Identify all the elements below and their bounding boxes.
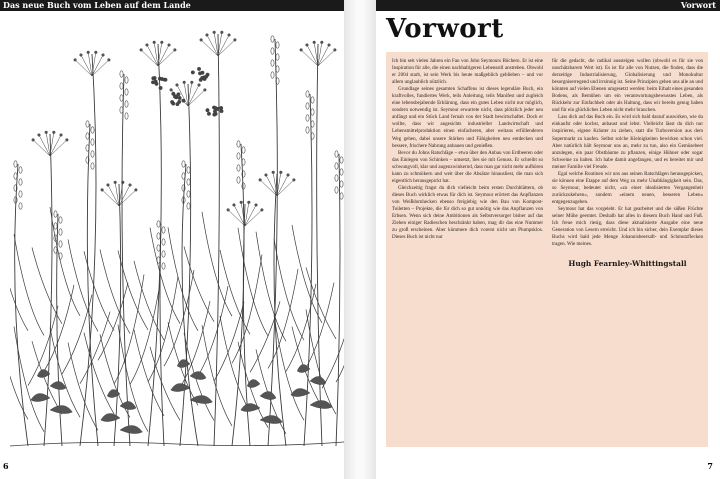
- seed-head: [237, 165, 240, 171]
- paragraph: für die gedacht, die radikal aussteigen wollen (obwohl es für sie von unschätzbarem Wert ist). Es ist für alle von Nutzen, die finden, dass die derzeitige Industrialisierung, Globalisierung und Monokultur besorgniserregend und irrsinnig ist. Seine Prinzipien gehen uns alle an und könnten auf vielen Ebenen umgesetzt werden: beim Erhalt eines gesunden Bodens, als Bemühen um ein verantwortungsbewusstes Leben, als Rückkehr zur Einfachheit oder als Haltung, dass wir bereits genug haben und für ein glückliches Leben nicht mehr brauchen.: [552, 58, 703, 114]
- seed-dot: [328, 44, 331, 47]
- seed-dot: [102, 54, 105, 57]
- seed-head: [306, 115, 309, 121]
- seed-dot: [300, 48, 303, 51]
- seed-dot: [107, 184, 110, 187]
- seed-dot: [206, 34, 209, 37]
- seed-head: [120, 71, 123, 77]
- grass-blade: [150, 347, 180, 421]
- book-gutter: [344, 0, 376, 479]
- seed-dot: [213, 31, 216, 34]
- ground-line: [10, 442, 344, 446]
- grass-stem: [15, 164, 28, 446]
- seed-head: [311, 121, 314, 127]
- seed-dot: [279, 171, 282, 174]
- grass-blade: [256, 232, 286, 342]
- seed-dot: [146, 44, 149, 47]
- grass-stem: [274, 174, 286, 446]
- leaf: [177, 359, 190, 367]
- seed-dot: [80, 54, 83, 57]
- panicle-branch: [245, 210, 262, 226]
- flower-cluster: [207, 112, 211, 116]
- grass-blade: [32, 248, 62, 324]
- panicle-branch: [102, 190, 119, 206]
- seed-dot: [203, 88, 206, 91]
- seed-dot: [228, 34, 231, 37]
- seed-head: [14, 173, 17, 179]
- grass-blade: [10, 240, 28, 330]
- flower-cluster: [177, 93, 181, 97]
- seed-head: [271, 48, 274, 54]
- panicle-branch: [92, 60, 109, 76]
- seed-head: [306, 103, 309, 109]
- panicle-branch: [218, 40, 235, 56]
- flower-cluster: [154, 80, 158, 84]
- leaf: [310, 376, 326, 384]
- panicle-branch: [119, 190, 136, 206]
- paragraph: Ich bin seit vielen Jahren ein Fan von John Seymours Büchern. Er ist eine Inspiration für alle, die einen nachhaltigeren Lebensstil anstreben. Obwohl er 2004 starb, ist sein Werk bis heute maßgeblich geblieben – und vor allem unglaublich nützlich.: [392, 58, 543, 86]
- seed-head: [271, 36, 274, 42]
- seed-head: [120, 83, 123, 89]
- page-number-left: 6: [3, 461, 9, 471]
- seed-dot: [101, 188, 104, 191]
- grass-stems: [10, 31, 344, 446]
- panicle-branch: [260, 180, 277, 196]
- seed-dot: [153, 41, 156, 44]
- grass-blade: [274, 239, 304, 341]
- panicle-branch: [318, 50, 335, 66]
- seed-head: [120, 95, 123, 101]
- seed-dot: [313, 41, 316, 44]
- right-page: [376, 0, 720, 479]
- seed-head: [340, 157, 343, 163]
- page-title: Vorwort: [386, 14, 504, 44]
- seed-dot: [173, 48, 176, 51]
- panicle-branch: [188, 90, 205, 106]
- seed-head: [162, 239, 165, 245]
- paragraph: Lass dich auf das Buch ein. Es wird sich bald darauf auswirken, wie du einkaufst oder kochst, anbaust und lebst. Vielleicht lässt du dich nur inspirieren, eigene Kräuter zu ziehen, statt die Turboversion aus dem Supermarkt zu kaufen. Selbst solche Kleinigkeiten bewirken schon viel. Aber natürlich hält Seymour uns an, mehr zu tun, also ein Gemüsebeet anzulegen, ein paar Obstbäume zu pflanzen, einige Hühner oder sogar Schweine zu halten. Ich habe damit angefangen, und es bereitet mir und meiner Familie viel Freude.: [552, 114, 703, 170]
- seed-head: [335, 163, 338, 169]
- flower-cluster: [171, 102, 175, 106]
- seed-dot: [52, 131, 55, 134]
- seed-dot: [233, 38, 236, 41]
- seed-head: [125, 113, 128, 119]
- flower-cluster: [191, 71, 195, 75]
- grass-stem: [80, 54, 96, 446]
- seed-head: [59, 241, 62, 247]
- seed-head: [271, 72, 274, 78]
- leaf: [190, 371, 206, 379]
- seed-head: [125, 89, 128, 95]
- seed-dot: [107, 58, 110, 61]
- seed-dot: [227, 208, 230, 211]
- paragraph: Grundlage seines gesamten Schaffens ist dieses legendäre Buch, ein kraftvolles, fundiertes Werk, teils Anleitung, teils Manifest und zugleich eine lebensbejahende Erklärung, dass ein gutes Leben nicht nur möglich, sondern notwendig ist. Seymour erwartete nicht, dass plötzlich jeder neu anfängt und ein Stück Land fernab von der Stadt bewirtschaftet. Doch er wollte, dass wir angesichts industrieller Landwirtschaft und Lebensmittelproduktion einen einfacheren, aber weitaus erfüllenderen Weg gehen, dabei unsere Stärken und Fähigkeiten neu entdecken und bessere, frischere Nahrung anbauen und genießen.: [392, 86, 543, 149]
- seed-head: [162, 263, 165, 269]
- grass-blade: [62, 295, 92, 374]
- leaf: [310, 400, 332, 408]
- grass-stem: [122, 74, 130, 446]
- paragraph: Egal welche Routinen wir uns aus seinen Ratschlägen herausgepicken, sie können eine Etappe auf dem Weg zu mehr Unabhängigkeit sein. Das, so Seymour, bedeutet nicht, »zu einer idealisierten Vergangenheit zurückzukehren«, sondern »einem neuen, besseren Leben« entgegenzugehen.: [552, 170, 703, 205]
- seed-head: [237, 153, 240, 159]
- panicle-branch: [301, 50, 318, 66]
- flower-cluster: [204, 75, 208, 79]
- seed-head: [91, 139, 94, 145]
- grass-stem: [268, 39, 277, 446]
- panicle-branch: [141, 50, 158, 66]
- seed-dot: [38, 134, 41, 137]
- seed-head: [311, 109, 314, 115]
- grass-blade: [50, 328, 80, 417]
- panicle-branch: [33, 140, 50, 156]
- seed-head: [19, 191, 22, 197]
- seed-head: [91, 151, 94, 157]
- seed-head: [335, 151, 338, 157]
- panicle-branch: [201, 40, 218, 56]
- seed-dot: [306, 44, 309, 47]
- panicle-branch: [50, 140, 67, 156]
- seed-dot: [87, 51, 90, 54]
- flower-cluster: [213, 110, 217, 114]
- flower-cluster: [206, 108, 210, 112]
- grass-blade: [10, 327, 28, 419]
- flower-cluster: [197, 67, 201, 71]
- seed-dot: [247, 201, 250, 204]
- seed-head: [335, 175, 338, 181]
- seed-head: [340, 181, 343, 187]
- paragraph: Seymour hat das vorgelebt. Er hat gearbeitet und die süßen Früchte seiner Mühe geerntet. Deshalb hat alles in diesem Buch Hand und Fuß. Ich freue mich riesig, dass diese aktualisierte Ausgabe eine neue Generation von Lesern erreicht. Und ich bin sicher, dein Exemplar dieses Buchs wird bald jede Menge Johannisbeersaft- und Schmutzflecken tragen. Wie meines.: [552, 205, 703, 248]
- panicle-branch: [75, 60, 92, 76]
- seed-dot: [333, 48, 336, 51]
- seed-dot: [287, 174, 290, 177]
- seed-head: [182, 161, 185, 167]
- paragraph: Gleichzeitig fragst du dich vielleicht beim ersten Durchblättern, ob dieses Buch wirklich etwas für dich ist. Seymour erörtert das Anpflanzen von Weißdornhecken ebenso freigiebig wie den Bau von Kompost-Toiletten – Projekte, die für dich so gut unnötig wie das Anpflanzen von Erbsen. Wenn sich deine Ambitionen als Selbstversorger bisher auf das Ziehen einiger Radieschen beschränkt haben, mag dir das eine Nummer zu groß erscheinen. Aber kümmere dich vorerst nicht um Plumpsklos. Dieses Buch ist nicht nur: [392, 184, 543, 241]
- grass-blade: [14, 234, 44, 335]
- running-head-left: Das neue Buch vom Leben auf dem Lande: [0, 0, 344, 11]
- seed-dot: [129, 184, 132, 187]
- panicle-branch: [158, 50, 175, 66]
- seed-dot: [160, 41, 163, 44]
- seed-dot: [255, 204, 258, 207]
- seed-head: [54, 223, 57, 229]
- flower-cluster: [198, 72, 202, 76]
- seed-head: [162, 227, 165, 233]
- seed-head: [335, 187, 338, 193]
- grass-blade: [14, 326, 44, 431]
- seed-head: [276, 66, 279, 72]
- flower-cluster: [182, 99, 186, 103]
- seed-head: [187, 167, 190, 173]
- seed-dot: [114, 181, 117, 184]
- seed-head: [276, 42, 279, 48]
- seed-head: [125, 77, 128, 83]
- seed-dot: [176, 84, 179, 87]
- flower-cluster: [153, 76, 157, 80]
- panicle-branch: [228, 210, 245, 226]
- grass-stem: [232, 144, 244, 446]
- seed-dot: [260, 208, 263, 211]
- grass-stem: [336, 154, 340, 446]
- left-page: [0, 0, 344, 479]
- grass-stem: [114, 184, 121, 446]
- seed-head: [157, 233, 160, 239]
- seed-head: [340, 169, 343, 175]
- leaf: [260, 415, 282, 423]
- seed-head: [157, 245, 160, 251]
- seed-head: [187, 179, 190, 185]
- seed-dot: [259, 178, 262, 181]
- seed-dot: [190, 81, 193, 84]
- seed-dot: [65, 138, 68, 141]
- flower-cluster: [159, 86, 163, 90]
- seed-head: [86, 133, 89, 139]
- seed-dot: [272, 171, 275, 174]
- seed-dot: [240, 201, 243, 204]
- seed-dot: [140, 48, 143, 51]
- leaf: [120, 425, 142, 433]
- author-signature: Hugh Fearnley-Whittingstall: [568, 259, 687, 269]
- seed-dot: [292, 178, 295, 181]
- flower-cluster: [160, 77, 164, 81]
- flower-cluster: [178, 96, 182, 100]
- seed-head: [271, 60, 274, 66]
- grass-blade: [118, 325, 148, 432]
- grasses-illustration: [10, 14, 344, 454]
- leaf: [260, 391, 276, 399]
- seed-head: [162, 251, 165, 257]
- seed-head: [19, 203, 22, 209]
- text-column-2: [552, 58, 703, 267]
- seed-head: [340, 193, 343, 199]
- seed-dot: [60, 134, 63, 137]
- seed-dot: [183, 81, 186, 84]
- panicle-branch: [277, 180, 294, 196]
- seed-dot: [265, 174, 268, 177]
- running-head-right: Vorwort: [376, 0, 720, 11]
- seed-head: [237, 177, 240, 183]
- seed-dot: [220, 31, 223, 34]
- seed-head: [86, 121, 89, 127]
- seed-dot: [45, 131, 48, 134]
- seed-head: [242, 147, 245, 153]
- seed-head: [157, 221, 160, 227]
- seed-dot: [233, 204, 236, 207]
- seed-dot: [168, 44, 171, 47]
- grass-blade: [232, 255, 262, 364]
- seed-dot: [134, 188, 137, 191]
- seed-dot: [170, 88, 173, 91]
- seed-head: [19, 179, 22, 185]
- seed-dot: [32, 138, 35, 141]
- seed-head: [59, 217, 62, 223]
- seed-head: [237, 141, 240, 147]
- seed-dot: [198, 84, 201, 87]
- grass-blade: [148, 276, 178, 381]
- seed-head: [306, 91, 309, 97]
- seed-head: [306, 127, 309, 133]
- leaf: [50, 381, 66, 389]
- flower-cluster: [219, 106, 223, 110]
- grass-blade: [168, 227, 198, 331]
- leaf: [101, 413, 120, 421]
- leaf: [107, 389, 120, 397]
- grass-blade: [202, 212, 232, 316]
- grass-stem: [317, 44, 322, 446]
- seed-head: [14, 161, 17, 167]
- flower-cluster: [176, 102, 180, 106]
- flower-cluster: [173, 95, 177, 99]
- seed-head: [54, 211, 57, 217]
- grass-blade: [220, 250, 250, 334]
- leaf: [241, 403, 260, 411]
- seed-dot: [320, 41, 323, 44]
- page-number-right: 7: [707, 461, 713, 471]
- seed-head: [125, 101, 128, 107]
- seed-head: [187, 191, 190, 197]
- grass-blade: [134, 330, 164, 416]
- text-column-1: [392, 58, 543, 267]
- flower-cluster: [213, 113, 217, 117]
- grass-blade: [322, 312, 344, 388]
- paragraph: Bevor du Johns Ratschläge – etwa über den Anbau von Erdbeeren oder das Einlegen von Schinken – umsetzt, lies sie mit Genuss. Er schreibt so schwungvoll, klar und augenzwinkernd, dass man gar nicht mehr aufhören kann zu schmökern und weit über die Absätze hinausliest, die man sich eigentlich herausgepickt hat.: [392, 149, 543, 184]
- foreword-panel: [386, 52, 708, 447]
- leaf: [50, 405, 72, 413]
- seed-dot: [200, 38, 203, 41]
- seed-head: [91, 127, 94, 133]
- seed-dot: [94, 51, 97, 54]
- seed-dot: [74, 58, 77, 61]
- seed-head: [91, 163, 94, 169]
- seed-head: [311, 97, 314, 103]
- seed-head: [59, 229, 62, 235]
- leaf: [247, 379, 260, 387]
- seed-head: [19, 167, 22, 173]
- seed-head: [276, 54, 279, 60]
- seed-head: [187, 203, 190, 209]
